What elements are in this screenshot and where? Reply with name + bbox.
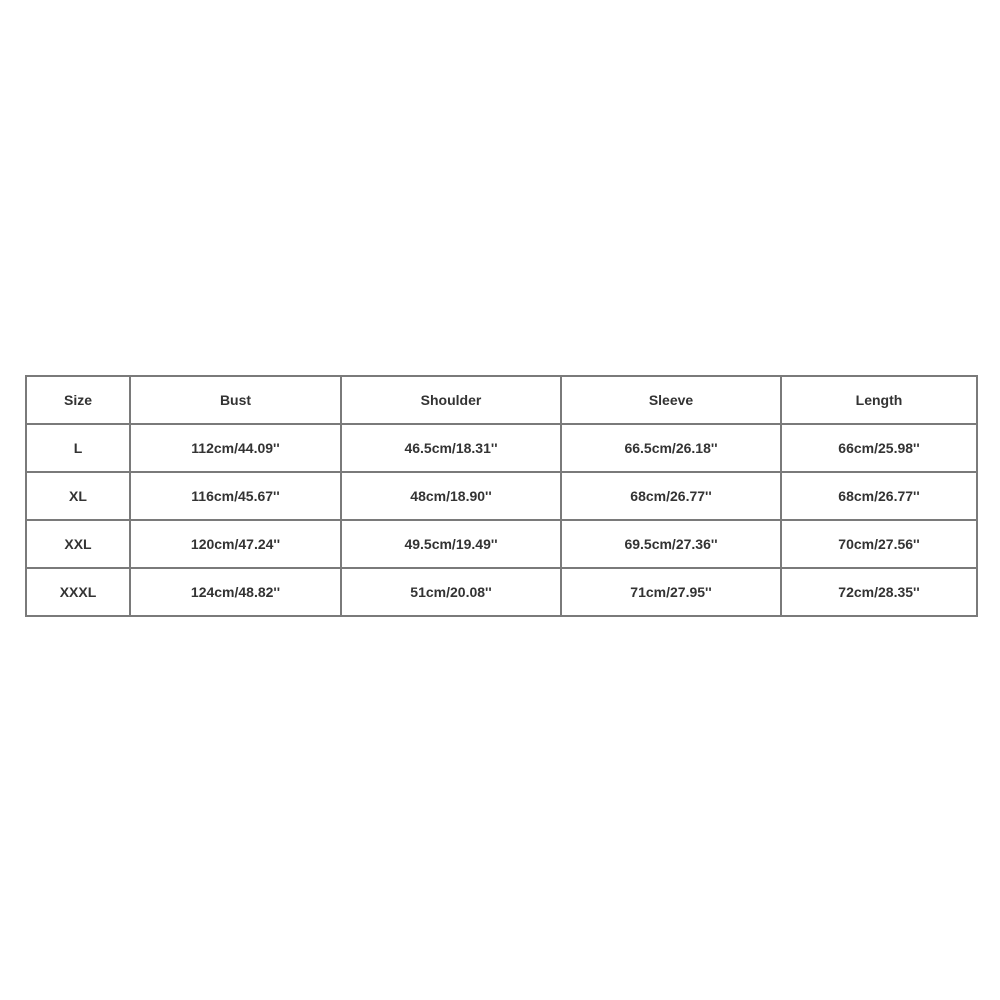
header-sleeve: Sleeve — [561, 376, 781, 424]
header-row — [26, 376, 977, 424]
length-cell: 70cm/27.56'' — [781, 520, 977, 568]
table-header — [26, 376, 977, 424]
bust-cell: 124cm/48.82'' — [130, 568, 341, 616]
shoulder-cell: 46.5cm/18.31'' — [341, 424, 561, 472]
bust-cell: 112cm/44.09'' — [130, 424, 341, 472]
table-row — [26, 424, 977, 472]
header-length: Length — [781, 376, 977, 424]
table-row — [26, 520, 977, 568]
bust-cell: 120cm/47.24'' — [130, 520, 341, 568]
sleeve-cell: 66.5cm/26.18'' — [561, 424, 781, 472]
header-size: Size — [26, 376, 130, 424]
header-bust: Bust — [130, 376, 341, 424]
table-row — [26, 568, 977, 616]
length-cell: 66cm/25.98'' — [781, 424, 977, 472]
sleeve-cell: 69.5cm/27.36'' — [561, 520, 781, 568]
shoulder-cell: 51cm/20.08'' — [341, 568, 561, 616]
sleeve-cell: 71cm/27.95'' — [561, 568, 781, 616]
size-cell: XXXL — [26, 568, 130, 616]
table-row — [26, 472, 977, 520]
size-cell: XL — [26, 472, 130, 520]
shoulder-cell: 48cm/18.90'' — [341, 472, 561, 520]
size-cell: L — [26, 424, 130, 472]
table-body — [26, 424, 977, 616]
shoulder-cell: 49.5cm/19.49'' — [341, 520, 561, 568]
header-shoulder: Shoulder — [341, 376, 561, 424]
size-chart-table — [25, 375, 978, 617]
length-cell: 68cm/26.77'' — [781, 472, 977, 520]
bust-cell: 116cm/45.67'' — [130, 472, 341, 520]
length-cell: 72cm/28.35'' — [781, 568, 977, 616]
size-cell: XXL — [26, 520, 130, 568]
sleeve-cell: 68cm/26.77'' — [561, 472, 781, 520]
